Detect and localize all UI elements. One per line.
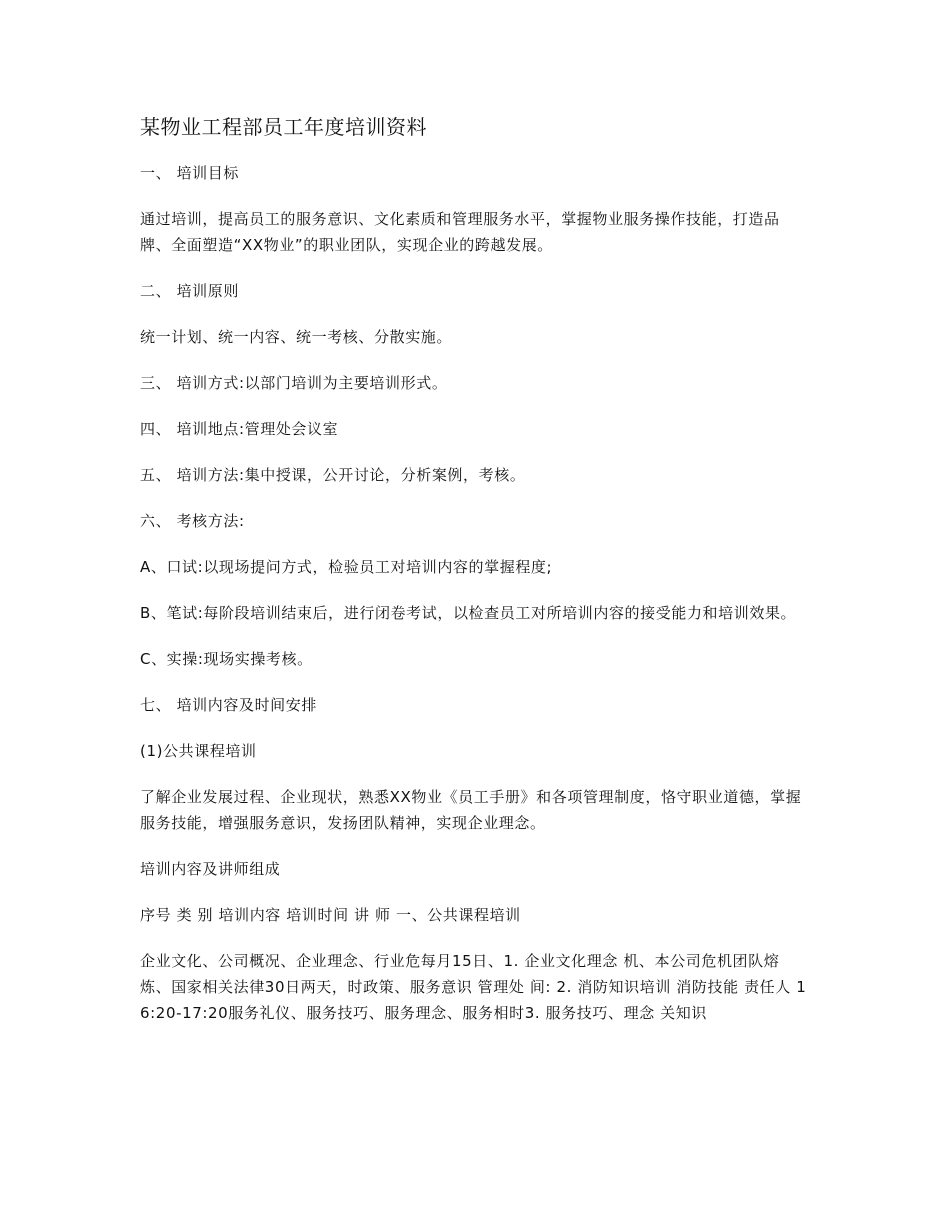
section-3: 三、 培训方式:以部门培训为主要培训形式。 [140, 374, 448, 392]
section-7-heading: 七、 培训内容及时间安排 [140, 696, 317, 714]
section-2-body: 统一计划、统一内容、统一考核、分散实施。 [140, 328, 453, 346]
section-5: 五、 培训方法:集中授课，公开讨论，分析案例，考核。 [140, 466, 526, 484]
document-title: 某物业工程部员工年度培训资料 [140, 115, 427, 139]
section-2-heading: 二、 培训原则 [140, 282, 239, 300]
document-page [140, 112, 810, 1046]
section-7-subheading: (1)公共课程培训 [140, 742, 257, 760]
section-4: 四、 培训地点:管理处会议室 [140, 420, 339, 438]
section-6-item-a: A、口试:以现场提问方式，检验员工对培训内容的掌握程度; [140, 558, 553, 576]
table-header-text: 序号 类 别 培训内容 培训时间 讲 师 一、公共课程培训 [140, 906, 521, 924]
section-1-heading: 一、 培训目标 [140, 164, 239, 182]
section-6-item-b: B、笔试:每阶段培训结束后，进行闭卷考试，以检查员工对所培训内容的接受能力和培训效果。 [140, 604, 797, 622]
section-6-item-c: C、实操:现场实操考核。 [140, 650, 313, 668]
section-1-body: 通过培训，提高员工的服务意识、文化素质和管理服务水平，掌握物业服务操作技能，打造品牌、全面塑造“XX物业”的职业团队，实现企业的跨越发展。 [140, 210, 780, 254]
table-body-text: 企业文化、公司概况、企业理念、行业危每月15日、1. 企业文化理念 机、本公司危机团队熔炼、国家相关法律30日两天，时政策、服务意识 管理处 间: 2. 消防知识培训 消防技能 责任人 16:20-17:20服务礼仪、服务技巧、服务理念、服务相时3. 服务技巧、理念 关知识 [140, 952, 807, 1022]
section-7-body: 了解企业发展过程、企业现状，熟悉XX物业《员工手册》和各项管理制度，恪守职业道德，掌握服务技能，增强服务意识，发扬团队精神，实现企业理念。 [140, 788, 802, 832]
section-6-heading: 六、 考核方法: [140, 512, 245, 530]
section-7-lecturers-title: 培训内容及讲师组成 [140, 860, 281, 878]
